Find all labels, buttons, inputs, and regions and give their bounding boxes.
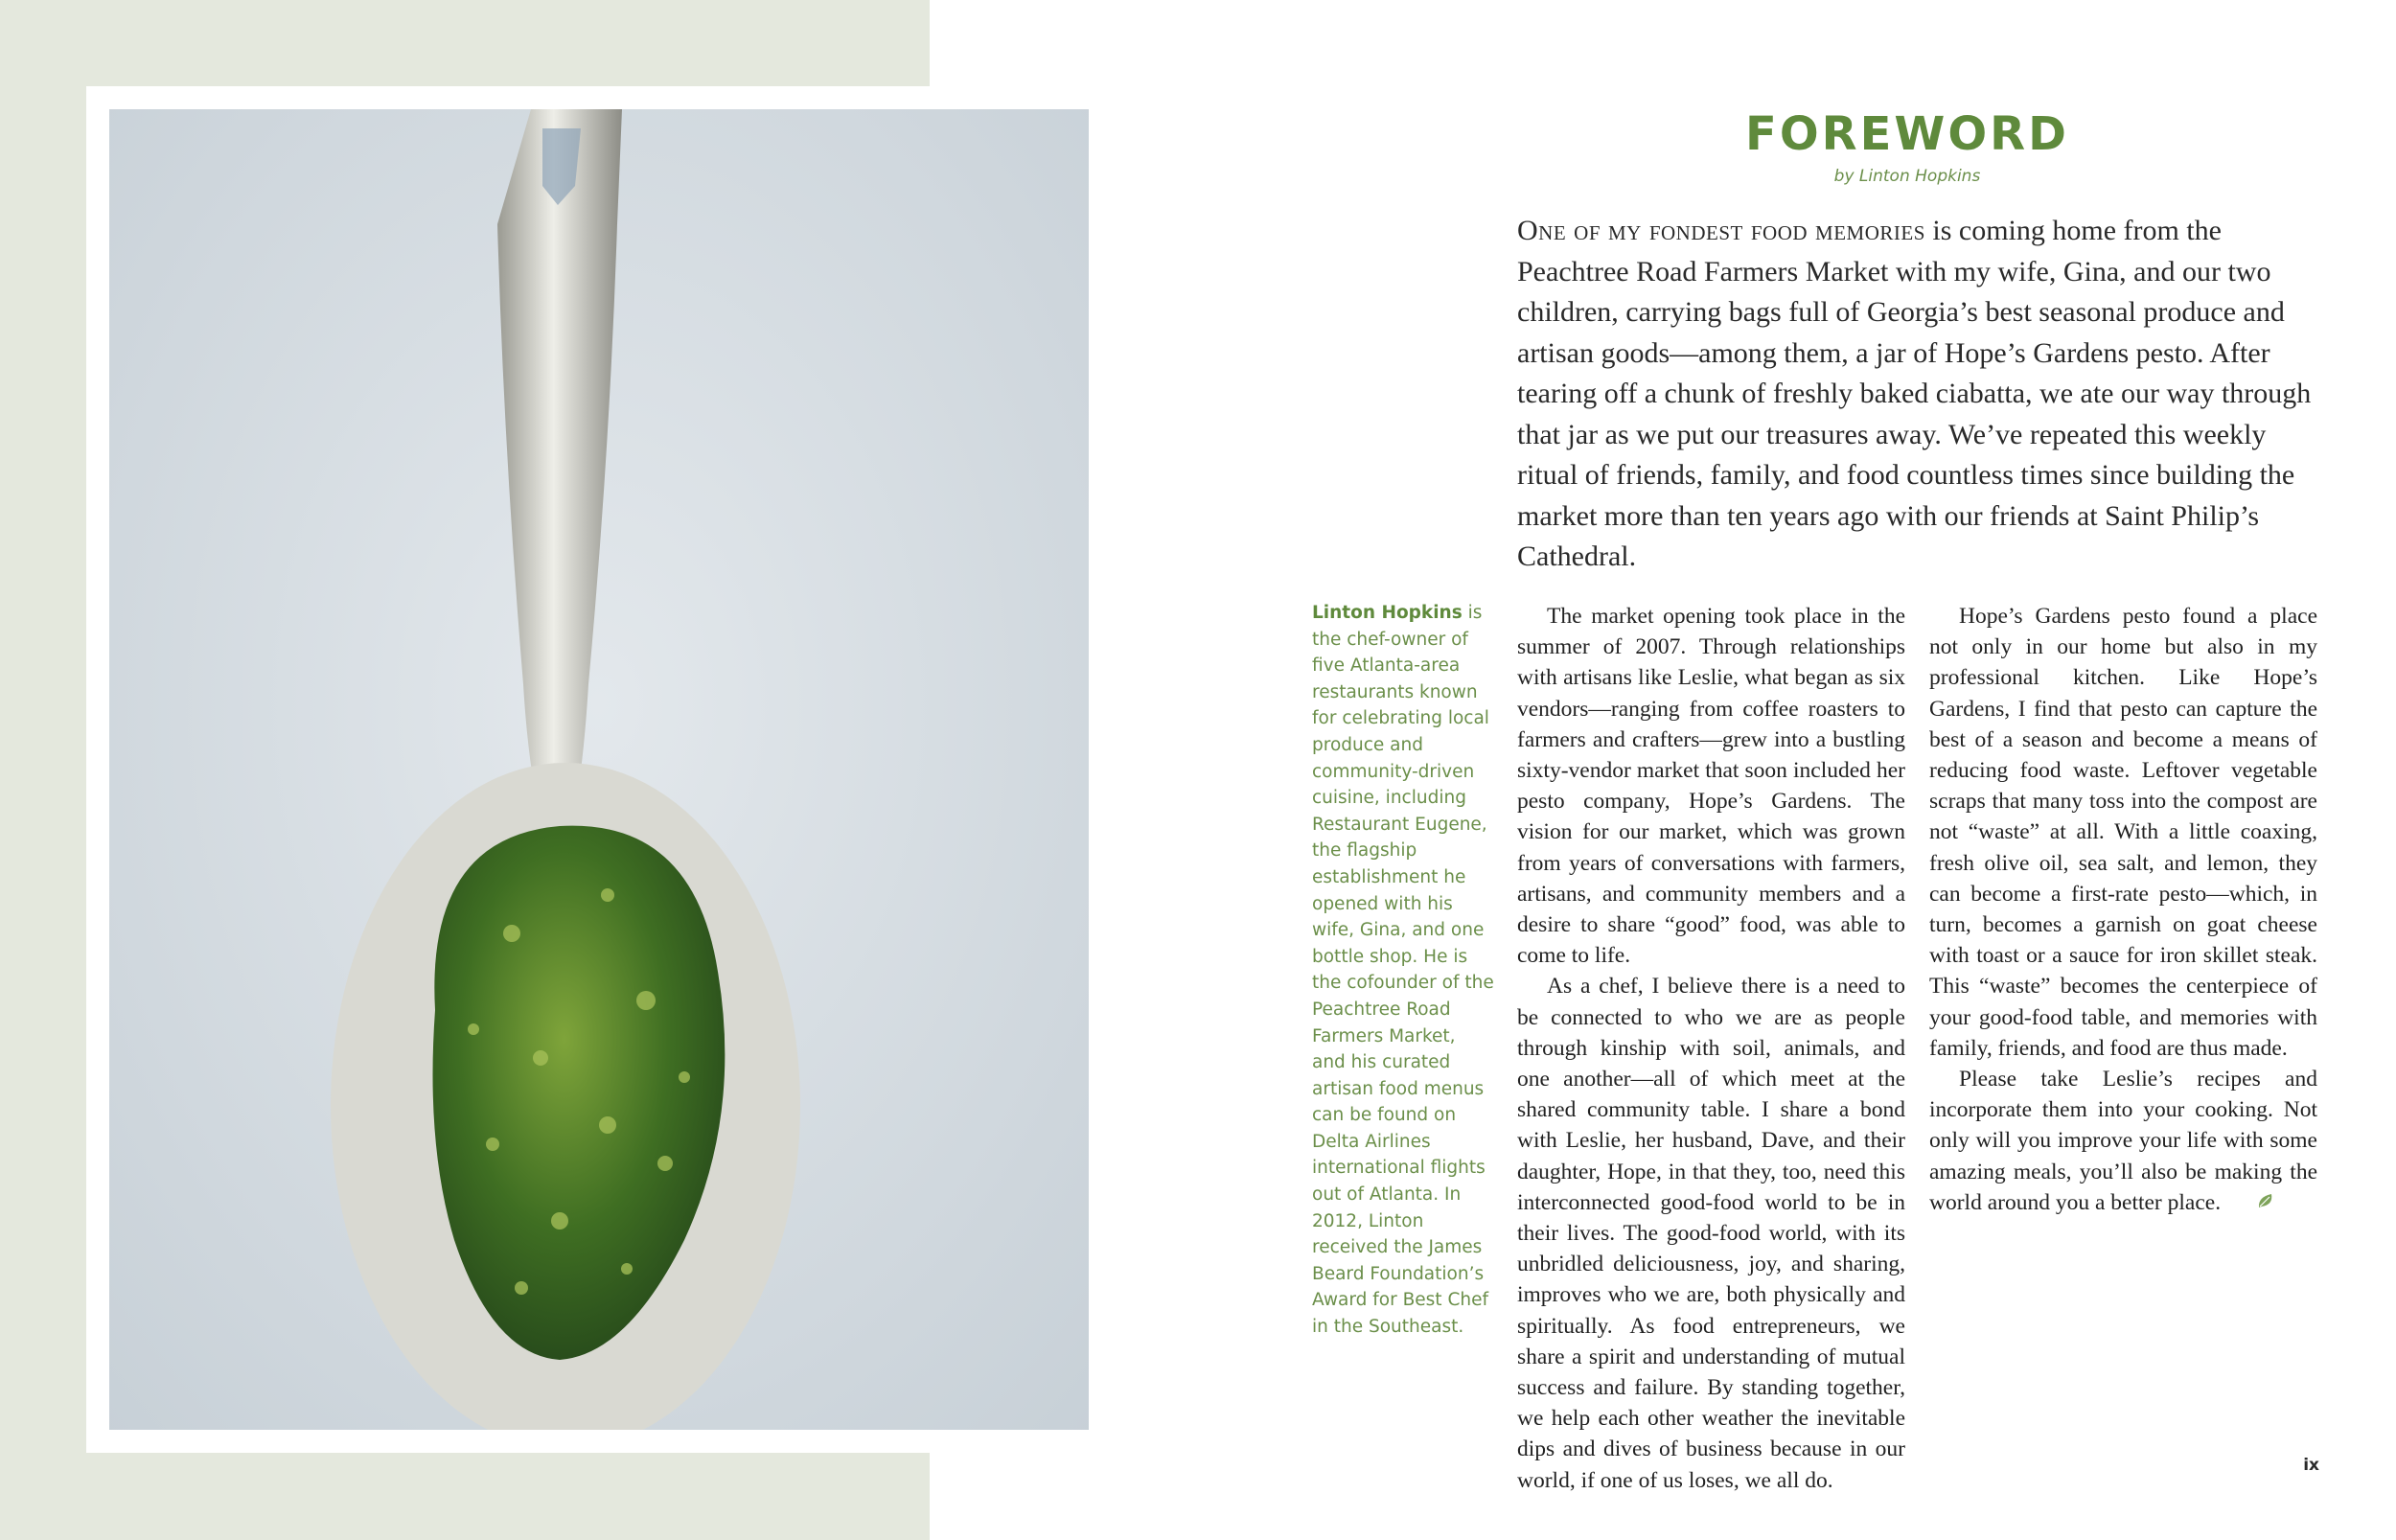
body-paragraph-4: Please take Leslie’s recipes and incorporate them into your cooking. Not only will you improve your life with some amazing meals, you’ll also be making the world around you a better place. xyxy=(1929,1067,2317,1215)
intro-lead-in: One of my fondest food memories xyxy=(1517,215,1925,246)
body-paragraph-2: As a chef, I believe there is a need to be connected to who we are as people through kinship with soil, animals, and one another—all of which meet at the shared community table. I share a bond with Leslie, her husband, Dave, and their daughter, Hope, in that they, too, need this interconnected good-food world to be in their lives. The good-food world, with its unbridled deliciousness, joy, and sharing, improves who we are, both physically and spiritually. As food entrepreneurs, we share a spirit and understanding of mutual success and failure. By standing together, we help each other weather the inevitable dips and dives of business because in our world, if one of us loses, we all do. xyxy=(1517,974,1905,1493)
byline: by Linton Hopkins xyxy=(1833,167,1981,186)
leaf-icon xyxy=(2226,1188,2275,1219)
intro-paragraph xyxy=(1517,211,2313,578)
body-column-1 xyxy=(1517,601,1905,1496)
pesto-spoon-photo xyxy=(109,109,1089,1430)
sidebar-bio: is the chef-owner of five Atlanta-area restaurants known for celebrating local produce and community-driven cuisine, including Restaurant Eugene, the flagship establishment he opened with his wife, Gina, and one bottle shop. He is the cofounder of the Peachtree Road Farmers Market, and his curated artisan food menus can be found on Delta Airlines international flights out of Atlanta. In 2012, Linton received the James Beard Foundation’s Award for Best Chef in the Southeast. xyxy=(1312,603,1494,1338)
body-column-2 xyxy=(1929,601,2317,1220)
pesto-spoon-icon xyxy=(109,109,1089,1430)
foreword-heading xyxy=(1706,105,2108,188)
page-title: FOREWORD xyxy=(1745,107,2069,161)
sidebar-name: Linton Hopkins xyxy=(1312,603,1463,623)
author-sidebar xyxy=(1312,600,1494,1341)
body-paragraph-1: The market opening took place in the summer of 2007. Through relationships with artisans like Leslie, what began as six vendors—ranging from coffee roasters to farmers and crafters—grew into a bustling sixty-vendor market that soon included her pesto company, Hope’s Gardens. The vision for our market, which was grown from years of conversations with farmers, artisans, and community members and a desire to share “good” food, was able to come to life. xyxy=(1517,604,1905,969)
body-paragraph-4-wrapper xyxy=(1929,1064,2317,1220)
intro-text: is coming home from the Peachtree Road Farmers Market with my wife, Gina, and our two children, carrying bags full of Georgia’s best seasonal produce and artisan goods—among them, a jar of Hope’s Gardens pesto. After tearing off a chunk of freshly baked ciabatta, we ate our way through that jar as we put our treasures away. We’ve repeated this weekly ritual of friends, family, and food countless times since building the market more than ten years ago with our friends at Saint Philip’s Cathedral. xyxy=(1517,215,2312,572)
body-paragraph-3: Hope’s Gardens pesto found a place not only in our home but also in my professional kitchen. Like Hope’s Gardens, I find that pesto can capture the best of a season and become a means of reducing food waste. Leftover vegetable scraps that many toss into the compost are not “waste” at all. With a little coaxing, fresh olive oil, sea salt, and lemon, they can become a first-rate pesto—which, in turn, becomes a garnish on goat cheese with toast or a sauce for iron skillet steak. This “waste” becomes the centerpiece of your good-food table, and memories with family, friends, and food are thus made. xyxy=(1929,604,2317,1061)
page-number: ix xyxy=(2303,1456,2319,1475)
